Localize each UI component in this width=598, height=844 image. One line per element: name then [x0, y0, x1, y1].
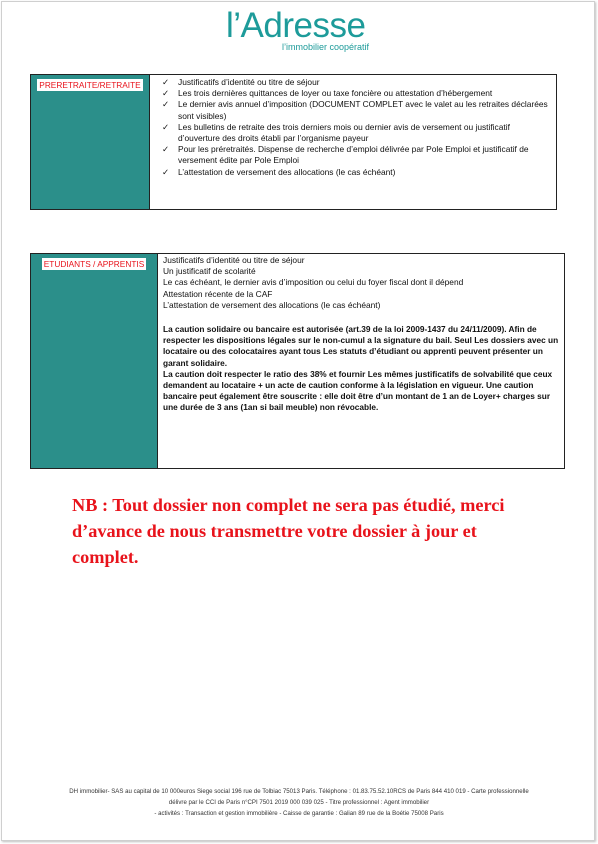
- logo-tagline: l’immobilier coopératif: [282, 42, 370, 52]
- retraite-label-cell: [31, 75, 150, 210]
- list-item: L’attestation de versement des allocations (le cas échéant): [163, 299, 381, 310]
- checklist-item-text: Les bulletins de retraite des trois derniers mois ou dernier avis de versement ou justificatif d’ouverture des droits établi par l’organisme payeur: [178, 121, 510, 144]
- footer-line: - activités : Transaction et gestion immobilière - Caisse de garantie : Galian 89 rue de la Boétie 75008 Paris: [154, 810, 444, 817]
- caution-paragraph: La caution doit respecter le ratio des 38% et fournir Les mêmes justificatifs de solvabilité que ceux demandent au locataire + un acte de caution conforme à la législation en vigueur. Une caution bancaire peut également être souscrite : elle doit être d’un montant de 1 an de Loyer+ charges sur une durée de 3 ans (1an si bail meuble) non révocable.: [163, 368, 553, 413]
- list-item: Le cas échéant, le dernier avis d’imposition ou celui du foyer fiscal dont il dépend: [163, 277, 464, 288]
- checklist-item: [162, 77, 552, 88]
- check-icon: ✓: [162, 99, 170, 110]
- footer-line: délivre par le CCI de Paris n°CPI 7501 2019 000 039 025 - Titre professionnel : Agent immobilier: [168, 799, 430, 806]
- checklist-item: [162, 99, 552, 121]
- etudiants-label: ETUDIANTS / APPRENTIS: [43, 259, 145, 269]
- retraite-table: [30, 74, 557, 210]
- checklist-item-text: Justificatifs d’identité ou titre de séjour: [178, 77, 320, 87]
- check-icon: ✓: [162, 77, 170, 87]
- checklist-item-text: Le dernier avis annuel d’imposition (DOCUMENT COMPLET avec le valet au les retraites déclarées sont visibles): [178, 99, 548, 121]
- retraite-label: PRERETRAITE/RETRAITE: [39, 80, 141, 90]
- checklist-item-text: Les trois dernières quittances de loyer ou taxe foncière ou attestation d’hébergement: [178, 88, 493, 99]
- retraite-checklist: [150, 75, 556, 178]
- checklist-item: [162, 144, 552, 166]
- check-icon: ✓: [162, 121, 170, 132]
- etudiants-content-cell: [158, 254, 565, 469]
- etudiants-table: [30, 253, 565, 469]
- check-icon: ✓: [162, 166, 170, 177]
- list-item: Un justificatif de scolarité: [163, 266, 256, 277]
- logo-wordmark: l’Adresse: [226, 6, 366, 45]
- footer: [20, 786, 578, 819]
- check-icon: ✓: [162, 144, 170, 155]
- logo: [226, 6, 386, 62]
- etudiants-label-cell: [31, 254, 158, 469]
- footer-line: DH immobilier- SAS au capital de 10 000euros Siege social 196 rue de Tolbiac 75013 Paris. Téléphone : 01.83.75.52.10RCS de Paris 844 410 019 - Carte professionnelle: [69, 788, 529, 795]
- list-item: Attestation récente de la CAF: [163, 288, 273, 299]
- checklist-item: [162, 167, 552, 178]
- checklist-item-text: Pour les préretraités. Dispense de recherche d’emploi délivrée par Pole Emploi et justificatif de versement édite par Pole Emploi: [178, 144, 529, 166]
- etudiants-list: [158, 254, 564, 414]
- checklist-item: [162, 88, 552, 99]
- nb-warning: NB : Tout dossier non complet ne sera pas étudié, merci d’avance de nous transmettre votre dossier à jour et complet.: [72, 495, 505, 567]
- retraite-content-cell: [150, 75, 557, 210]
- checklist-item-text: L’attestation de versement des allocations (le cas échéant): [178, 166, 396, 177]
- list-item: Justificatifs d’identité ou titre de séjour: [163, 255, 305, 265]
- caution-paragraph: La caution solidaire ou bancaire est autorisée (art.39 de la loi 2009-1437 du 24/11/2009). Afin de respecter les dispositions légales sur le non-cumul a la signature du bail. Seul Les dossiers avec un locataire ou des colocataires ayant tous Les statuts d’étudiant ou apprenti peuvent présenter un garant solidaire.: [163, 324, 559, 368]
- checklist-item: [162, 122, 552, 144]
- caution-notice: [163, 324, 564, 414]
- check-icon: ✓: [162, 88, 170, 99]
